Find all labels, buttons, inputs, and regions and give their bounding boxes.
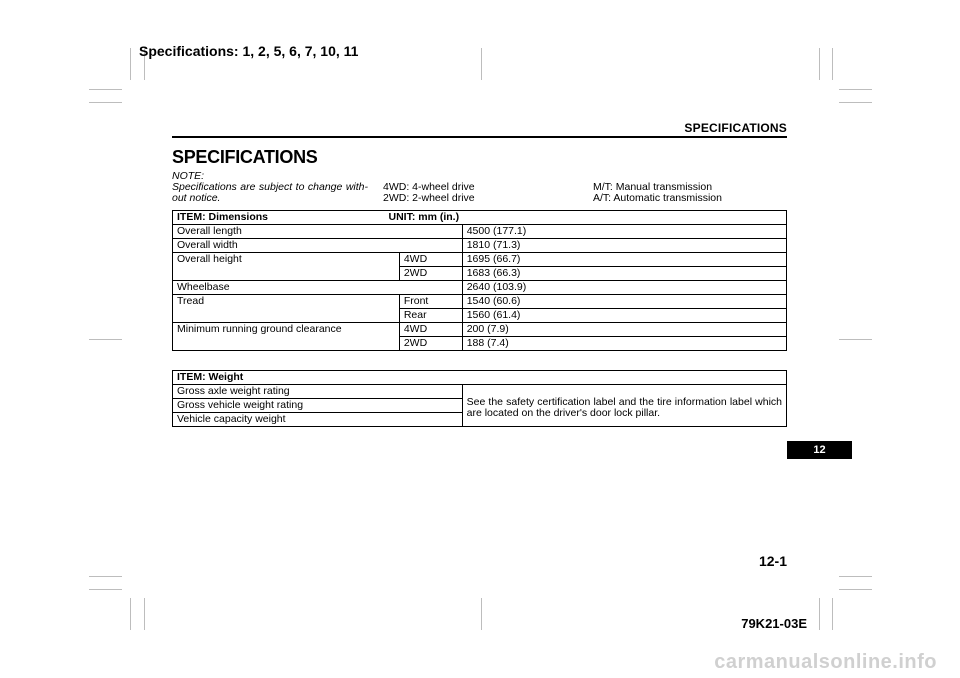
unit-label: UNIT: mm (in.) (388, 211, 460, 223)
section-tab: 12 (787, 441, 852, 459)
note-label: NOTE: (172, 170, 205, 182)
row-sublabel: Front (399, 295, 462, 309)
row-label: Overall length (173, 225, 463, 239)
row-value: 1540 (60.6) (462, 295, 786, 309)
crop-mark (839, 589, 872, 590)
crop-mark (839, 89, 872, 90)
table-row (173, 295, 787, 309)
row-value: 2640 (103.9) (462, 281, 786, 295)
spec-model-label: Specifications: 1, 2, 5, 6, 7, 10, 11 (139, 43, 359, 59)
row-value: 1695 (66.7) (462, 253, 786, 267)
crop-mark (832, 48, 833, 80)
row-value: 200 (7.9) (462, 323, 786, 337)
crop-mark (89, 339, 122, 340)
watermark: carmanualsonline.info (714, 651, 937, 673)
row-value: 1560 (61.4) (462, 309, 786, 323)
table-row (173, 385, 787, 399)
row-label: Overall height (173, 253, 400, 281)
note-block (172, 171, 368, 204)
note-text-line: Specifications are subject to change with- (172, 181, 368, 193)
crop-mark (89, 89, 122, 90)
crop-mark (144, 598, 145, 630)
weight-note: See the safety certification label and the tire information label which are located on the driver's door lock pillar. (462, 385, 786, 427)
crop-mark (130, 48, 131, 80)
row-label: Overall width (173, 239, 463, 253)
crop-mark (89, 576, 122, 577)
row-label: Wheelbase (173, 281, 463, 295)
abbr-mt: M/T: Manual transmission (593, 181, 713, 193)
crop-mark (832, 598, 833, 630)
abbr-at: A/T: Automatic transmission (593, 192, 722, 204)
item-label: ITEM: Weight (173, 371, 787, 385)
abbr-2wd: 2WD: 2-wheel drive (383, 192, 475, 204)
header-rule (172, 136, 787, 138)
crop-mark (89, 102, 122, 103)
row-sublabel: 2WD (399, 337, 462, 351)
table-header-row (173, 371, 787, 385)
abbr-4wd: 4WD: 4-wheel drive (383, 181, 475, 193)
row-value: 4500 (177.1) (462, 225, 786, 239)
row-sublabel: Rear (399, 309, 462, 323)
row-sublabel: 4WD (399, 323, 462, 337)
table-header-row (173, 211, 787, 225)
row-label: Vehicle capacity weight (173, 413, 463, 427)
table-row (173, 253, 787, 267)
page-title: SPECIFICATIONS (172, 147, 318, 167)
crop-mark (481, 48, 482, 80)
row-label: Gross axle weight rating (173, 385, 463, 399)
crop-mark (839, 576, 872, 577)
table-row (173, 281, 787, 295)
table-row (173, 225, 787, 239)
crop-mark (819, 598, 820, 630)
row-label: Gross vehicle weight rating (173, 399, 463, 413)
drive-abbreviations (383, 182, 475, 204)
row-sublabel: 2WD (399, 267, 462, 281)
crop-mark (839, 102, 872, 103)
document-code: 79K21-03E (741, 616, 807, 631)
weight-table (172, 370, 787, 427)
page-number: 12-1 (758, 553, 787, 569)
row-sublabel: 4WD (399, 253, 462, 267)
table-row (173, 239, 787, 253)
table-row (173, 323, 787, 337)
transmission-abbreviations (593, 182, 722, 204)
crop-mark (89, 589, 122, 590)
row-value: 1810 (71.3) (462, 239, 786, 253)
dimensions-table (172, 210, 787, 351)
crop-mark (130, 598, 131, 630)
table-header-cell (173, 211, 787, 225)
running-head: SPECIFICATIONS (684, 121, 787, 135)
crop-mark (819, 48, 820, 80)
row-label: Tread (173, 295, 400, 323)
row-value: 188 (7.4) (462, 337, 786, 351)
row-label: Minimum running ground clearance (173, 323, 400, 351)
item-label: ITEM: Dimensions (177, 211, 269, 223)
crop-mark (839, 339, 872, 340)
note-text-line: out notice. (172, 192, 221, 204)
row-value: 1683 (66.3) (462, 267, 786, 281)
crop-mark (481, 598, 482, 630)
